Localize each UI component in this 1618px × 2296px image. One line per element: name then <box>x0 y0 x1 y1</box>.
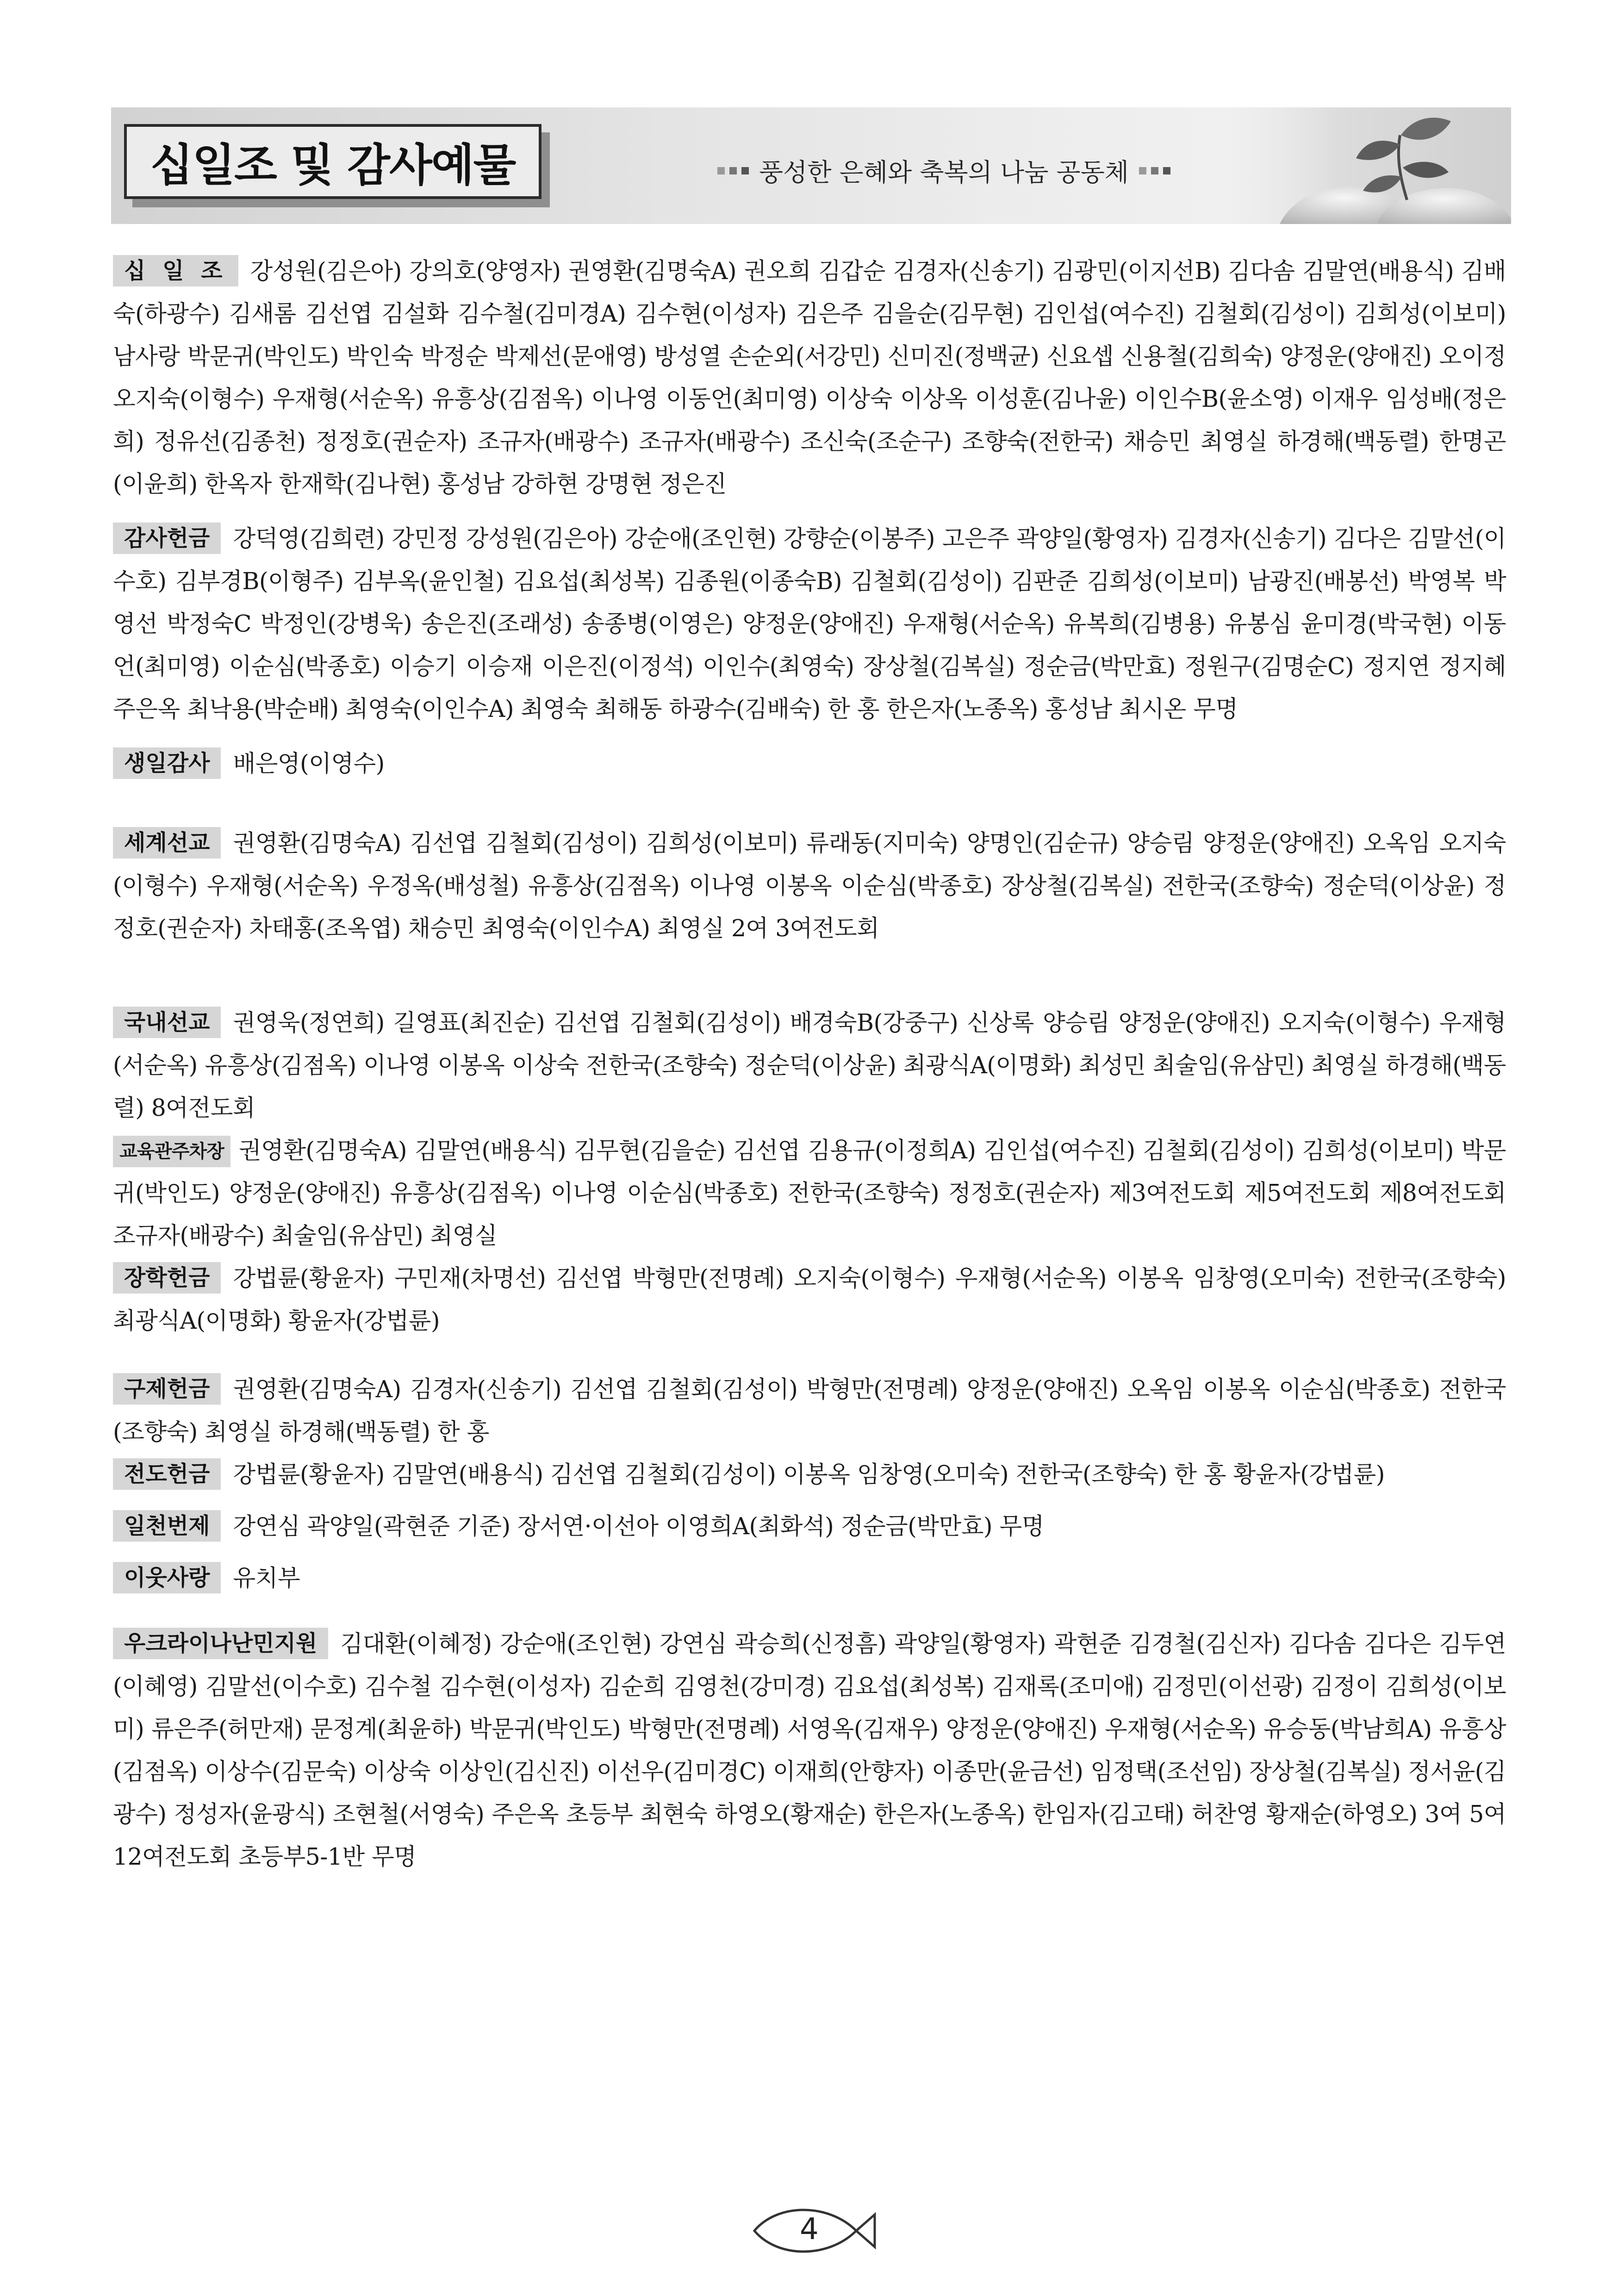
section-tithe <box>113 250 1506 505</box>
section-thanksgiving <box>113 517 1506 730</box>
section-names: 유치부 <box>233 1564 300 1592</box>
section-names: 김대환(이혜정) 강순애(조인현) 강연심 곽승희(신정흠) 곽양일(황영자) 곽현준 김경철(김신자) 김다솜 김다은 김두연(이혜영) 김말선(이수호) 김수철 김수현(이성자) 김순희 김영천(강미경) 김요섭(최성복) 김재록(조미애) 김정민(이선광) 김정이 김희성(이보미) 류은주(허만재) 문정계(최윤하) 박문귀(박인도) 박형만(전명례) 서영옥(김재우) 양정운(양애진) 우재형(서순옥) 유승동(박남희A) 유흥상(김점옥) 이상수(김문숙) 이상숙 이상인(김신진) 이선우(김미경C) 이재희(안향자) 이종만(윤금선) 임정택(조선임) 장상철(김복실) 정서윤(김광수) 정성자(윤광식) 조현철(서영숙) 주은옥 초등부 최현숙 하영오(황재순) 한은자(노종옥) 한임자(김고태) 허찬영 황재순(하영오) 3여 5여 12여전도회 초등부5-1반 무명 <box>113 1630 1506 1870</box>
section-label: 교육관주차장 <box>113 1136 230 1167</box>
section-label: 전도헌금 <box>113 1458 221 1490</box>
section-label: 국내선교 <box>113 1007 221 1038</box>
section-world-mission <box>113 822 1506 950</box>
page-title: 십일조 및 감사예물 <box>150 139 516 191</box>
page-number: 4 <box>800 2212 819 2246</box>
section-label: 십 일 조 <box>113 255 238 286</box>
section-ukraine-refugee <box>113 1623 1506 1878</box>
section-names: 권영욱(정연희) 길영표(최진순) 김선엽 김철회(김성이) 배경숙B(강중구) 신상록 양승림 양정운(양애진) 오지숙(이형수) 우재형(서순옥) 유흥상(김점옥) 이나영 이봉옥 이상숙 전한국(조향숙) 정순덕(이상윤) 최광식A(이명화) 최성민 최술임(유삼민) 최영실 하경해(백동렬) 8여전도회 <box>113 1009 1506 1121</box>
section-label: 생일감사 <box>113 747 221 779</box>
dots-left-icon <box>717 167 749 174</box>
section-label: 감사헌금 <box>113 523 221 554</box>
section-evangelism <box>113 1453 1506 1496</box>
header-banner <box>111 107 1511 224</box>
offering-lists <box>113 250 1506 1878</box>
section-scholarship <box>113 1257 1506 1342</box>
section-names: 강법륜(황윤자) 구민재(차명선) 김선엽 박형만(전명례) 오지숙(이형수) 우재형(서순옥) 이봉옥 임창영(오미숙) 전한국(조향숙) 최광식A(이명화) 황윤자(강법륜) <box>113 1264 1506 1334</box>
page-footer <box>741 2203 877 2259</box>
section-relief <box>113 1368 1506 1453</box>
section-neighbor-love <box>113 1557 1506 1599</box>
section-names: 강법륜(황윤자) 김말연(배용식) 김선엽 김철회(김성이) 이봉옥 임창영(오미숙) 전한국(조향숙) 한 홍 황윤자(강법륜) <box>233 1461 1385 1488</box>
section-names: 강연심 곽양일(곽현준 기준) 장서연·이선아 이영희A(최화석) 정순금(박만효) 무명 <box>233 1512 1044 1540</box>
section-label: 일천번제 <box>113 1510 221 1542</box>
subtitle-text: 풍성한 은혜와 축복의 나눔 공동체 <box>759 158 1129 187</box>
section-names: 권영환(김명숙A) 김말연(배용식) 김무현(김을순) 김선엽 김용규(이정희A) 김인섭(여수진) 김철회(김성이) 김희성(이보미) 박문귀(박인도) 양정운(양애진) 유흥상(김점옥) 이나영 이순심(박종호) 전한국(조향숙) 정정호(권순자) 제3여전도회 제5여전도회 제8여전도회 조규자(배광수) 최술임(유삼민) 최영실 <box>113 1137 1506 1249</box>
section-names: 권영환(김명숙A) 김경자(신송기) 김선엽 김철회(김성이) 박형만(전명례) 양정운(양애진) 오옥임 이봉옥 이순심(박종호) 전한국(조향숙) 최영실 하경해(백동렬) 한 홍 <box>113 1375 1506 1445</box>
section-label: 이웃사랑 <box>113 1562 221 1593</box>
section-label: 우크라이나난민지원 <box>113 1628 328 1659</box>
section-label: 구제헌금 <box>113 1373 221 1405</box>
section-label: 세계선교 <box>113 827 221 859</box>
section-birthday <box>113 742 1506 785</box>
hands-sprout-icon <box>1224 107 1511 224</box>
section-names: 강덕영(김희련) 강민정 강성원(김은아) 강순애(조인현) 강향순(이봉주) 고은주 곽양일(황영자) 김경자(신송기) 김다은 김말선(이수호) 김부경B(이형주) 김부옥(윤인철) 김요섭(최성복) 김종원(이종숙B) 김철회(김성이) 김판준 김희성(이보미) 남광진(배봉선) 박영복 박영선 박정숙C 박정인(강병욱) 송은진(조래성) 송종병(이영은) 양정운(양애진) 우재형(서순옥) 유복희(김병용) 유봉심 윤미경(박국현) 이동언(최미영) 이순심(박종호) 이승기 이승재 이은진(이정석) 이인수(최영숙) 장상철(김복실) 정순금(박만효) 정원구(김명순C) 정지연 정지혜 주은옥 최낙용(박순배) 최영숙(이인수A) 최영숙 최해동 하광수(김배숙) 한 홍 한은자(노종옥) 홍성남 최시온 무명 <box>113 525 1506 722</box>
section-names: 강성원(김은아) 강의호(양영자) 권영환(김명숙A) 권오희 김갑순 김경자(신송기) 김광민(이지선B) 김다솜 김말연(배용식) 김배숙(하광수) 김새롬 김선엽 김설화 김수철(김미경A) 김수현(이성자) 김은주 김을순(김무현) 김인섭(여수진) 김철회(김성이) 김희성(이보미) 남사랑 박문귀(박인도) 박인숙 박정순 박제선(문애영) 방성열 손순외(서강민) 신미진(정백균) 신요셉 신용철(김희숙) 양정운(양애진) 오이정 오지숙(이형수) 우재형(서순옥) 유흥상(김점옥) 이나영 이동언(최미영) 이상숙 이상옥 이성훈(김나윤) 이인수B(윤소영) 이재우 임성배(정은희) 정유선(김종천) 정정호(권순자) 조규자(배광수) 조규자(배광수) 조신숙(조순구) 조향숙(전한국) 채승민 최영실 하경해(백동렬) 한명곤(이윤희) 한옥자 한재학(김나현) 홍성남 강하현 강명현 정은진 <box>113 257 1506 498</box>
section-names: 배은영(이영수) <box>233 750 385 777</box>
section-names: 권영환(김명숙A) 김선엽 김철회(김성이) 김희성(이보미) 류래동(지미숙) 양명인(김순규) 양승림 양정운(양애진) 오옥임 오지숙(이형수) 우재형(서순옥) 우정옥(배성철) 유흥상(김점옥) 이나영 이봉옥 이순심(박종호) 장상철(김복실) 전한국(조향숙) 정순덕(이상윤) 정정호(권순자) 차태홍(조옥엽) 채승민 최영숙(이인수A) 최영실 2여 3여전도회 <box>113 829 1506 942</box>
dots-right-icon <box>1139 167 1170 174</box>
subtitle <box>707 153 1181 188</box>
title-box <box>124 124 541 199</box>
section-domestic-mission <box>113 1002 1506 1129</box>
section-thousand-offering <box>113 1505 1506 1548</box>
section-parking <box>113 1129 1506 1257</box>
section-label: 장학헌금 <box>113 1262 221 1294</box>
